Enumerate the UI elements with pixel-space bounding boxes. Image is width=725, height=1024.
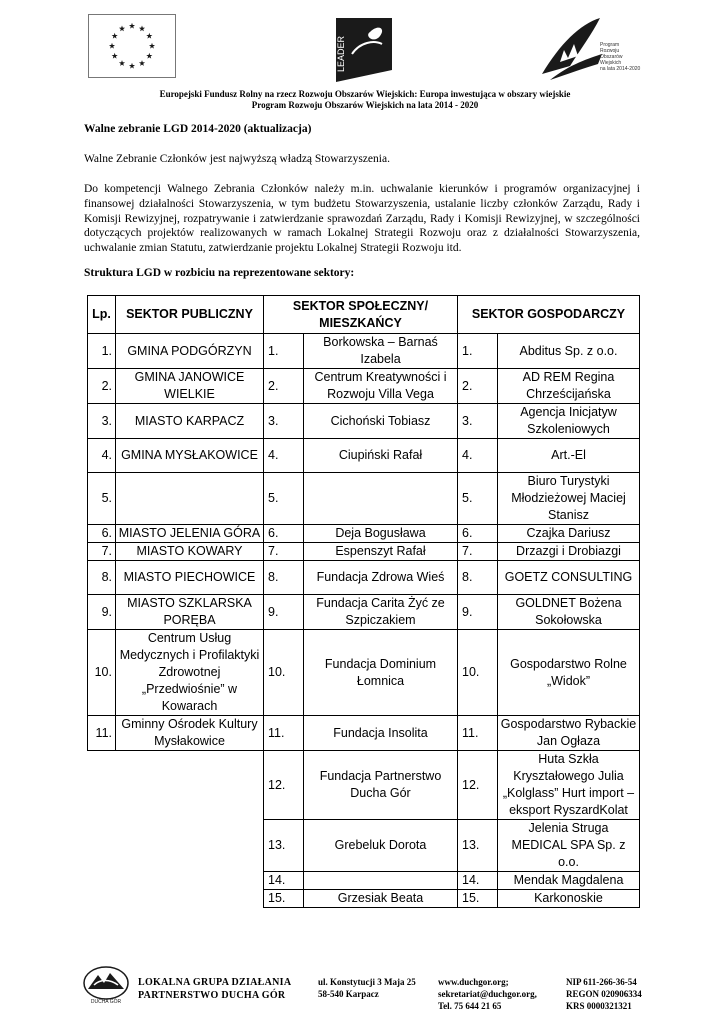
public-sector-cell: [116, 751, 264, 820]
footer-org-line2: PARTNERSTWO DUCHA GÓR: [138, 990, 286, 1001]
eu-star-icon: [112, 53, 118, 59]
lp-cell: [88, 751, 116, 820]
table-row: [88, 595, 640, 630]
table-row: [88, 439, 640, 473]
business-sector-cell: Agencja Inicjatyw Szkoleniowych: [498, 404, 640, 439]
eu-star-icon: [129, 23, 135, 29]
social-number-cell: 3.: [264, 404, 304, 439]
header-public-sector: SEKTOR PUBLICZNY: [116, 296, 264, 334]
table-row: [88, 561, 640, 595]
business-sector-cell: Czajka Dariusz: [498, 525, 640, 543]
table-row: [88, 473, 640, 525]
table-subtitle: Struktura LGD w rozbiciu na reprezentowane sektory:: [84, 267, 355, 279]
business-sector-cell: Jelenia Struga MEDICAL SPA Sp. z o.o.: [498, 820, 640, 872]
social-sector-cell: [304, 473, 458, 525]
lp-cell: [88, 890, 116, 908]
business-number-cell: 8.: [458, 561, 498, 595]
eu-flag-logo: [88, 14, 176, 78]
document-title: Walne zebranie LGD 2014-2020 (aktualizacja): [84, 123, 312, 135]
table-header-row: [88, 296, 640, 334]
business-sector-cell: Gospodarstwo Rybackie Jan Ogłaza: [498, 716, 640, 751]
business-number-cell: 9.: [458, 595, 498, 630]
business-number-cell: 2.: [458, 369, 498, 404]
lp-cell: [88, 872, 116, 890]
social-sector-cell: Deja Bogusława: [304, 525, 458, 543]
social-sector-cell: Fundacja Dominium Łomnica: [304, 630, 458, 716]
eu-star-icon: [112, 33, 118, 39]
social-sector-cell: Fundacja Zdrowa Wieś: [304, 561, 458, 595]
eu-star-icon: [109, 43, 115, 49]
table-row: [88, 369, 640, 404]
eu-star-icon: [146, 53, 152, 59]
social-number-cell: 7.: [264, 543, 304, 561]
eu-star-icon: [119, 60, 125, 66]
lp-cell: 3.: [88, 404, 116, 439]
lp-cell: [88, 820, 116, 872]
footer-nip: NIP 611-266-36-54: [566, 977, 637, 987]
public-sector-cell: Gminny Ośrodek Kultury Mysłakowice: [116, 716, 264, 751]
header-lp: Lp.: [88, 296, 116, 334]
paragraph-1: Walne Zebranie Członków jest najwyższą władzą Stowarzyszenia.: [84, 153, 390, 165]
header-business-sector: SEKTOR GOSPODARCZY: [458, 296, 640, 334]
table-row: [88, 751, 640, 820]
business-number-cell: 6.: [458, 525, 498, 543]
business-sector-cell: Karkonoskie: [498, 890, 640, 908]
table-row: [88, 890, 640, 908]
business-sector-cell: Biuro Turystyki Młodzieżowej Maciej Stanisz: [498, 473, 640, 525]
social-sector-cell: [304, 872, 458, 890]
social-number-cell: 2.: [264, 369, 304, 404]
business-sector-cell: AD REM Regina Chrześcijańska: [498, 369, 640, 404]
table-row: [88, 820, 640, 872]
table-row: [88, 404, 640, 439]
eu-stars-icon: [89, 15, 175, 77]
social-number-cell: 11.: [264, 716, 304, 751]
table-row: [88, 543, 640, 561]
lp-cell: 7.: [88, 543, 116, 561]
social-number-cell: 5.: [264, 473, 304, 525]
social-number-cell: 9.: [264, 595, 304, 630]
social-number-cell: 10.: [264, 630, 304, 716]
eu-star-icon: [119, 25, 125, 31]
header-caption-line1: Europejski Fundusz Rolny na rzecz Rozwoju Obszarów Wiejskich: Europa inwestująca w obszary wiejskie: [159, 89, 571, 99]
lp-cell: 10.: [88, 630, 116, 716]
business-sector-cell: GOLDNET Bożena Sokołowska: [498, 595, 640, 630]
footer-regon: REGON 020906334: [566, 989, 642, 999]
social-sector-cell: Espenszyt Rafał: [304, 543, 458, 561]
table-row: [88, 334, 640, 369]
public-sector-cell: [116, 820, 264, 872]
social-sector-cell: Fundacja Partnerstwo Ducha Gór: [304, 751, 458, 820]
business-number-cell: 10.: [458, 630, 498, 716]
public-sector-cell: MIASTO PIECHOWICE: [116, 561, 264, 595]
footer-email-link[interactable]: sekretariat@duchgor.org,: [438, 989, 537, 999]
footer-logo-text: DUCHA GÓR: [90, 999, 122, 1005]
business-sector-cell: Drzazgi i Drobiazgi: [498, 543, 640, 561]
social-number-cell: 12.: [264, 751, 304, 820]
business-number-cell: 14.: [458, 872, 498, 890]
public-sector-cell: MIASTO KARPACZ: [116, 404, 264, 439]
footer-address-line1: ul. Konstytucji 3 Maja 25: [318, 977, 416, 987]
lp-cell: 5.: [88, 473, 116, 525]
social-sector-cell: Fundacja Insolita: [304, 716, 458, 751]
lp-cell: 1.: [88, 334, 116, 369]
footer-krs: KRS 0000321321: [566, 1001, 632, 1011]
social-number-cell: 15.: [264, 890, 304, 908]
business-sector-cell: Huta Szkła Kryształowego Julia „Kolglass” Hurt import – eksport RyszardKolat: [498, 751, 640, 820]
leader-logo-text: LEADER: [336, 35, 346, 72]
footer-registry-ids: [566, 976, 642, 1012]
lp-cell: 6.: [88, 525, 116, 543]
lp-cell: 9.: [88, 595, 116, 630]
business-sector-cell: GOETZ CONSULTING: [498, 561, 640, 595]
paragraph-2: Do kompetencji Walnego Zebrania Członków należy m.in. uchwalanie kierunków i programów organizacyjnej i finansowej działalności Stowarzyszenia, w tym budżetu Stowarzyszenia, ustalanie liczby członków Zarządu, Rady i Komisji Rewizyjnej, rozpatrywanie i zatwierdzanie sprawozdań Zarządu, Rady i Komisji Rewizyjnej, w szczególności dotyczących projektów realizowanych w ramach Lokalnej Strategii Rozwoju oraz z działalności Stowarzyszenia, uchwalanie zmian Statutu, zatwierdzanie projektu Lokalnej Strategii Rozwoju itd.: [84, 183, 640, 255]
public-sector-cell: Centrum Usług Medycznych i Profilaktyki Zdrowotnej „Przedwiośnie” w Kowarach: [116, 630, 264, 716]
business-number-cell: 15.: [458, 890, 498, 908]
lp-cell: 2.: [88, 369, 116, 404]
social-number-cell: 8.: [264, 561, 304, 595]
leader-logo: [330, 14, 400, 86]
business-number-cell: 3.: [458, 404, 498, 439]
footer-address-line2: 58-540 Karpacz: [318, 989, 379, 999]
eu-star-icon: [146, 33, 152, 39]
footer-logo: [80, 965, 132, 1005]
social-number-cell: 4.: [264, 439, 304, 473]
social-number-cell: 13.: [264, 820, 304, 872]
social-sector-cell: Centrum Kreatywności i Rozwoju Villa Vega: [304, 369, 458, 404]
footer-address: [318, 976, 416, 1000]
header-caption-line2: Program Rozwoju Obszarów Wiejskich na lata 2014 - 2020: [251, 100, 479, 110]
footer-contact: [438, 976, 537, 1012]
business-sector-cell: Art.-El: [498, 439, 640, 473]
business-sector-cell: Abditus Sp. z o.o.: [498, 334, 640, 369]
social-sector-cell: Grebeluk Dorota: [304, 820, 458, 872]
eu-star-icon: [139, 60, 145, 66]
table-row: [88, 872, 640, 890]
table-row: [88, 716, 640, 751]
eu-star-icon: [149, 43, 155, 49]
footer-organization: [138, 976, 291, 1002]
lp-cell: 8.: [88, 561, 116, 595]
public-sector-cell: GMINA PODGÓRZYN: [116, 334, 264, 369]
business-number-cell: 12.: [458, 751, 498, 820]
business-number-cell: 5.: [458, 473, 498, 525]
social-sector-cell: Ciupiński Rafał: [304, 439, 458, 473]
business-sector-cell: Mendak Magdalena: [498, 872, 640, 890]
business-number-cell: 1.: [458, 334, 498, 369]
social-sector-cell: Grzesiak Beata: [304, 890, 458, 908]
eu-star-icon: [129, 63, 135, 69]
prow-logo-text: Program Rozwoju Obszarów Wiejskich na lata 2014-2020: [600, 42, 641, 72]
lp-cell: 4.: [88, 439, 116, 473]
public-sector-cell: MIASTO JELENIA GÓRA: [116, 525, 264, 543]
public-sector-cell: [116, 890, 264, 908]
public-sector-cell: MIASTO KOWARY: [116, 543, 264, 561]
public-sector-cell: MIASTO SZKLARSKA PORĘBA: [116, 595, 264, 630]
lp-cell: 11.: [88, 716, 116, 751]
social-number-cell: 6.: [264, 525, 304, 543]
social-sector-cell: Fundacja Carita Żyć ze Szpiczakiem: [304, 595, 458, 630]
public-sector-cell: [116, 872, 264, 890]
public-sector-cell: GMINA MYSŁAKOWICE: [116, 439, 264, 473]
business-number-cell: 4.: [458, 439, 498, 473]
sectors-table: [87, 295, 640, 908]
public-sector-cell: GMINA JANOWICE WIELKIE: [116, 369, 264, 404]
table-row: [88, 525, 640, 543]
footer-phone: Tel. 75 644 21 65: [438, 1001, 502, 1011]
business-number-cell: 13.: [458, 820, 498, 872]
public-sector-cell: [116, 473, 264, 525]
business-sector-cell: Gospodarstwo Rolne „Widok”: [498, 630, 640, 716]
social-number-cell: 14.: [264, 872, 304, 890]
business-number-cell: 11.: [458, 716, 498, 751]
table-row: [88, 630, 640, 716]
footer-website-link[interactable]: www.duchgor.org;: [438, 977, 509, 987]
eu-star-icon: [139, 25, 145, 31]
social-number-cell: 1.: [264, 334, 304, 369]
header-social-sector: SEKTOR SPOŁECZNY/ MIESZKAŃCY: [264, 296, 458, 334]
social-sector-cell: Cichoński Tobiasz: [304, 404, 458, 439]
business-number-cell: 7.: [458, 543, 498, 561]
social-sector-cell: Borkowska – Barnaś Izabela: [304, 334, 458, 369]
footer-org-line1: LOKALNA GRUPA DZIAŁANIA: [138, 977, 292, 988]
